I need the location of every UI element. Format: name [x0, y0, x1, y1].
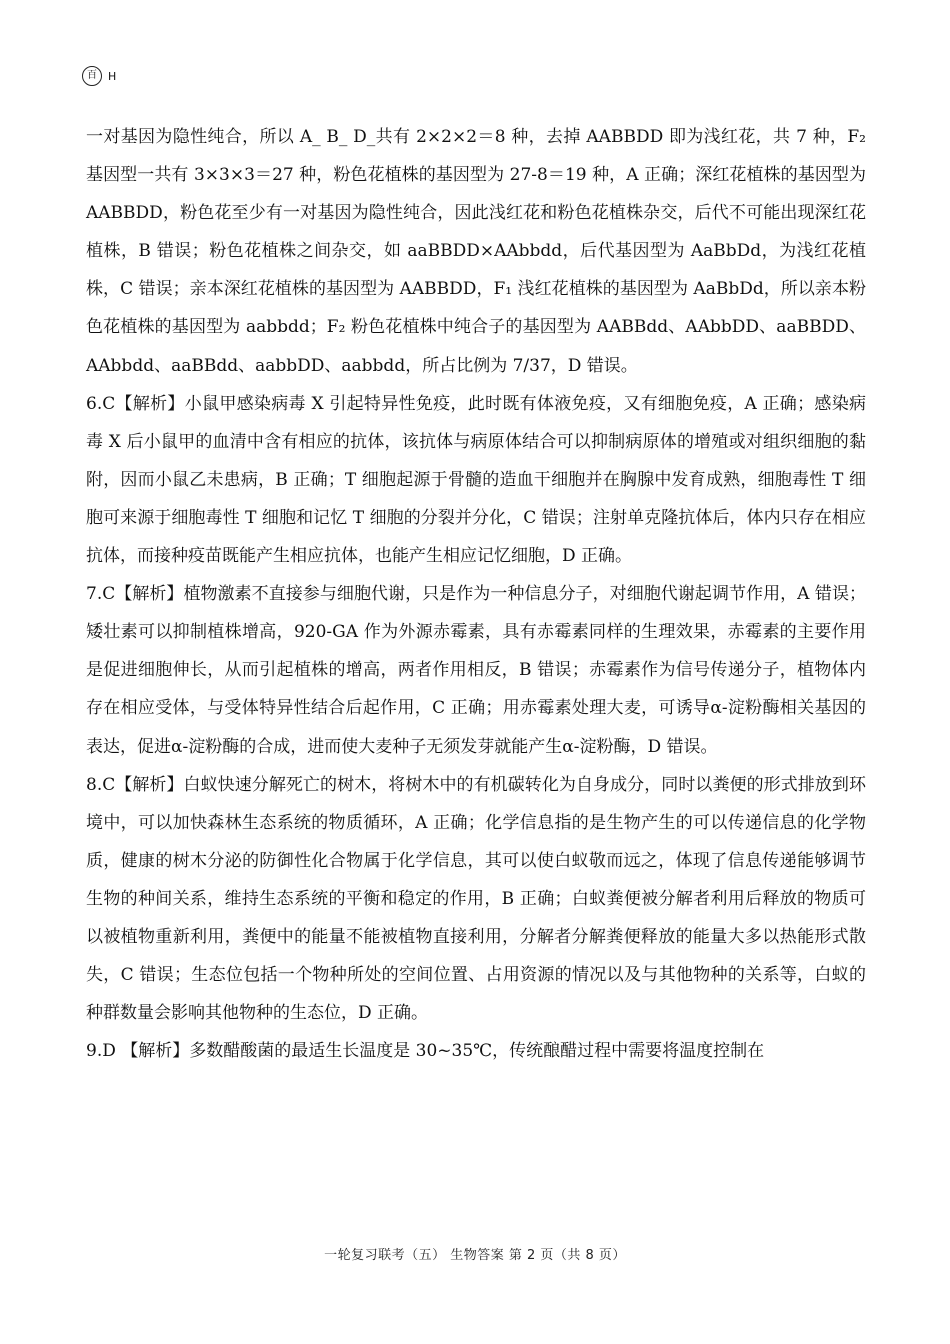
paragraph-q7: 7.C【解析】植物激素不直接参与细胞代谢，只是作为一种信息分子，对细胞代谢起调节作用，A 错误；矮壮素可以抑制植株增高，920-GA 作为外源赤霉素，具有赤霉素同样的生理效果，赤霉素的主要作用是促进细胞伸长，从而引起植株的增高，两者作用相反，B 错误；赤霉素作为信号传递分子，植物体内存在相应受体，与受体特异性结合后起作用，C 正确；用赤霉素处理大麦，可诱导α-淀粉酶相关基因的表达，促进α-淀粉酶的合成，进而使大麦种子无须发芽就能产生α-淀粉酶，D 错误。 — [86, 584, 866, 757]
logo-letter: H — [108, 69, 117, 83]
paragraph-q9: 9.D 【解析】多数醋酸菌的最适生长温度是 30~35℃，传统酿醋过程中需要将温度控制在 — [86, 1041, 765, 1062]
answer-content — [86, 118, 866, 1070]
paragraph-q6: 6.C【解析】小鼠甲感染病毒 X 引起特异性免疫，此时既有体液免疫，又有细胞免疫，A 正确；感染病毒 X 后小鼠甲的血清中含有相应的抗体，该抗体与病原体结合可以抑制病原体的增殖或对组织细胞的黏附，因而小鼠乙未患病，B 正确；T 细胞起源于骨髓的造血干细胞并在胸腺中发育成熟，细胞毒性 T 细胞可来源于细胞毒性 T 细胞和记忆 T 细胞的分裂并分化，C 错误；注射单克隆抗体后，体内只存在相应抗体，而接种疫苗既能产生相应抗体，也能产生相应记忆细胞，D 正确。 — [86, 393, 866, 567]
logo-icon: 百 — [82, 66, 102, 86]
page-footer: 一轮复习联考（五） 生物答案 第 2 页（共 8 页） — [324, 1248, 626, 1263]
paragraph-q8: 8.C【解析】白蚁快速分解死亡的树木，将树木中的有机碳转化为自身成分，同时以粪便的形式排放到环境中，可以加快森林生态系统的物质循环，A 正确；化学信息指的是生物产生的可以传递信息的化学物质，健康的树木分泌的防御性化合物属于化学信息，其可以使白蚁敬而远之，体现了信息传递能够调节生物的种间关系，维持生态系统的平衡和稳定的作用，B 正确；白蚁粪便被分解者利用后释放的物质可以被植物重新利用，粪便中的能量不能被植物直接利用，分解者分解粪便释放的能量大多以热能形式散失，C 错误；生态位包括一个物种所处的空间位置、占用资源的情况以及与其他物种的关系等，白蚁的种群数量会影响其他物种的生态位，D 正确。 — [86, 774, 866, 1024]
paragraph-q5-continued: 一对基因为隐性纯合，所以 A_ B_ D_共有 2×2×2＝8 种，去掉 AABBDD 即为浅红花，共 7 种，F₂基因型一共有 3×3×3＝27 种，粉色花植株的基因型为 27-8＝19 种，A 正确；深红花植株的基因型为 AABBDD，粉色花至少有一对基因为隐性纯合，因此浅红花和粉色花植株杂交，后代不可能出现深红花植株，B 错误；粉色花植株之间杂交，如 aaBBDD×AAbbdd，后代基因型为 AaBbDd，为浅红花植株，C 错误；亲本深红花植株的基因型为 AABBDD，F₁ 浅红花植株的基因型为 AaBbDd，所以亲本粉色花植株的基因型为 aabbdd；F₂ 粉色花植株中纯合子的基因型为 AABBdd、AAbbDD、aaBBDD、AAbbdd、aaBBdd、aabbDD、aabbdd，所占比例为 7/37，D 错误。 — [86, 127, 866, 376]
header-logo — [82, 66, 116, 86]
